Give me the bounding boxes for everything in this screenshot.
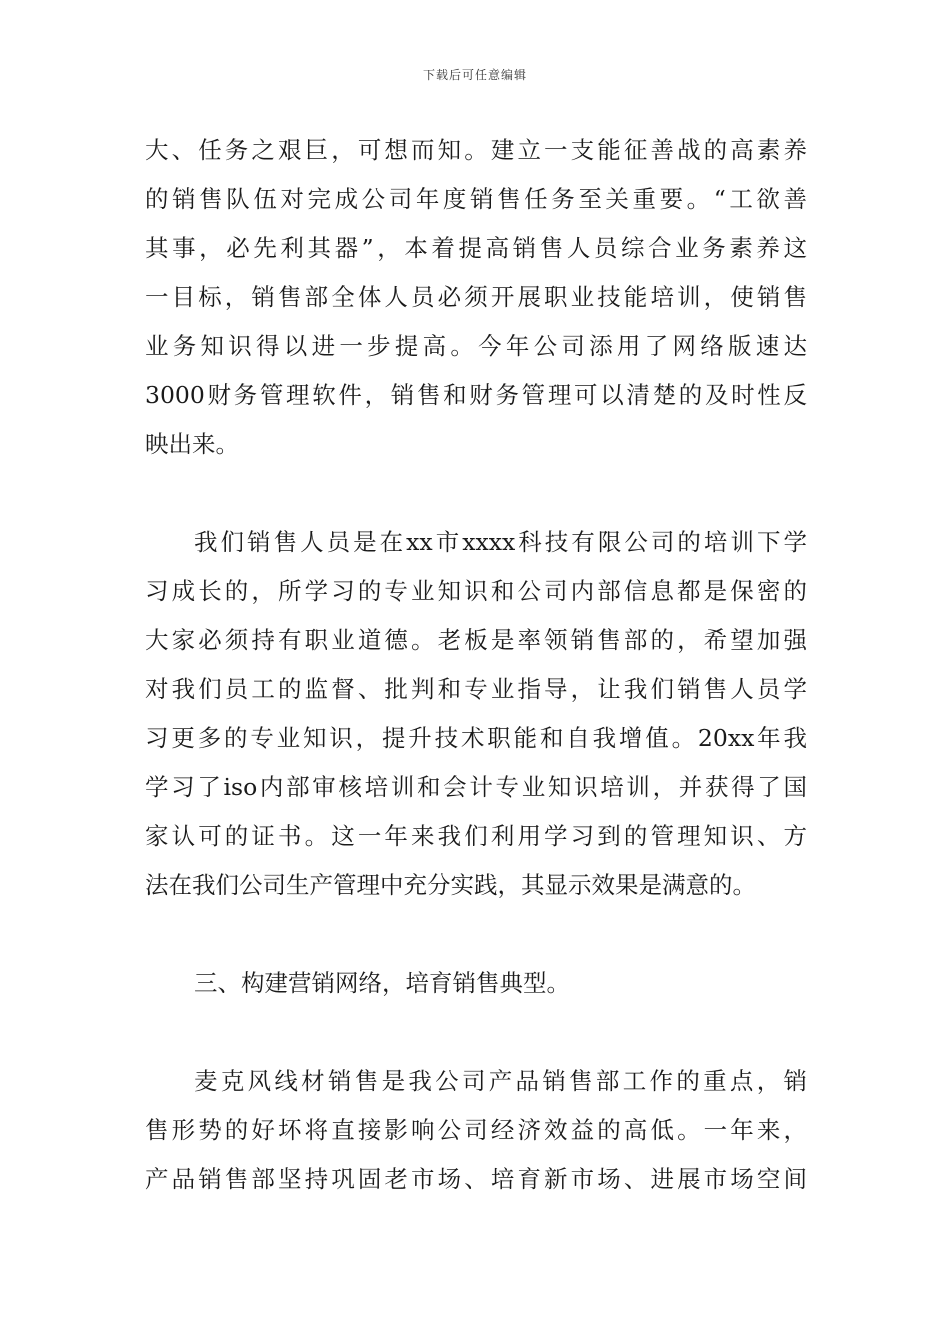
text-line: 法在我们公司生产管理中充分实践，其显示效果是满意的。 bbox=[145, 871, 756, 899]
text-line: 业务知识得以进一步提高。今年公司添用了网络版速达 bbox=[145, 332, 807, 360]
text-line: 习更多的专业知识，提升技术职能和自我增值。20xx年我 bbox=[145, 724, 807, 752]
text-line: 习成长的，所学习的专业知识和公司内部信息都是保密的 bbox=[145, 577, 807, 605]
text-line: 售形势的好坏将直接影响公司经济效益的高低。一年来， bbox=[145, 1116, 807, 1144]
text-line: 大家必须持有职业道德。老板是率领销售部的，希望加强 bbox=[145, 626, 807, 654]
text-line: 麦克风线材销售是我公司产品销售部工作的重点，销 bbox=[194, 1067, 807, 1095]
paragraph-gap bbox=[145, 469, 807, 518]
text-line: 三、构建营销网络，培育销售典型。 bbox=[194, 969, 570, 997]
text-line: 一目标，销售部全体人员必须开展职业技能培训，使销售 bbox=[145, 283, 807, 311]
text-line: 其事，必先利其器”，本着提高销售人员综合业务素养这 bbox=[145, 234, 807, 262]
text-line: 3000财务管理软件，销售和财务管理可以清楚的及时性反 bbox=[145, 381, 807, 409]
text-line: 的销售队伍对完成公司年度销售任务至关重要。“工欲善 bbox=[145, 185, 807, 213]
text-line: 学习了iso内部审核培训和会计专业知识培训，并获得了国 bbox=[145, 773, 807, 801]
header-note: 下载后可任意编辑 bbox=[422, 68, 527, 82]
paragraph-gap bbox=[145, 910, 807, 959]
paragraph bbox=[145, 1057, 807, 1204]
paragraph bbox=[145, 518, 807, 910]
text-line: 产品销售部坚持巩固老市场、培育新市场、进展市场空间 bbox=[145, 1165, 807, 1193]
section-heading bbox=[145, 959, 807, 1008]
text-line: 映出来。 bbox=[145, 430, 239, 458]
paragraph bbox=[145, 126, 807, 469]
text-line: 大、任务之艰巨，可想而知。建立一支能征善战的高素养 bbox=[145, 136, 807, 164]
text-line: 家认可的证书。这一年来我们利用学习到的管理知识、方 bbox=[145, 822, 807, 850]
text-line: 对我们员工的监督、批判和专业指导，让我们销售人员学 bbox=[145, 675, 807, 703]
body-text bbox=[145, 126, 807, 1204]
text-line: 我们销售人员是在xx市xxxx科技有限公司的培训下学 bbox=[194, 528, 807, 556]
paragraph-gap bbox=[145, 1008, 807, 1057]
